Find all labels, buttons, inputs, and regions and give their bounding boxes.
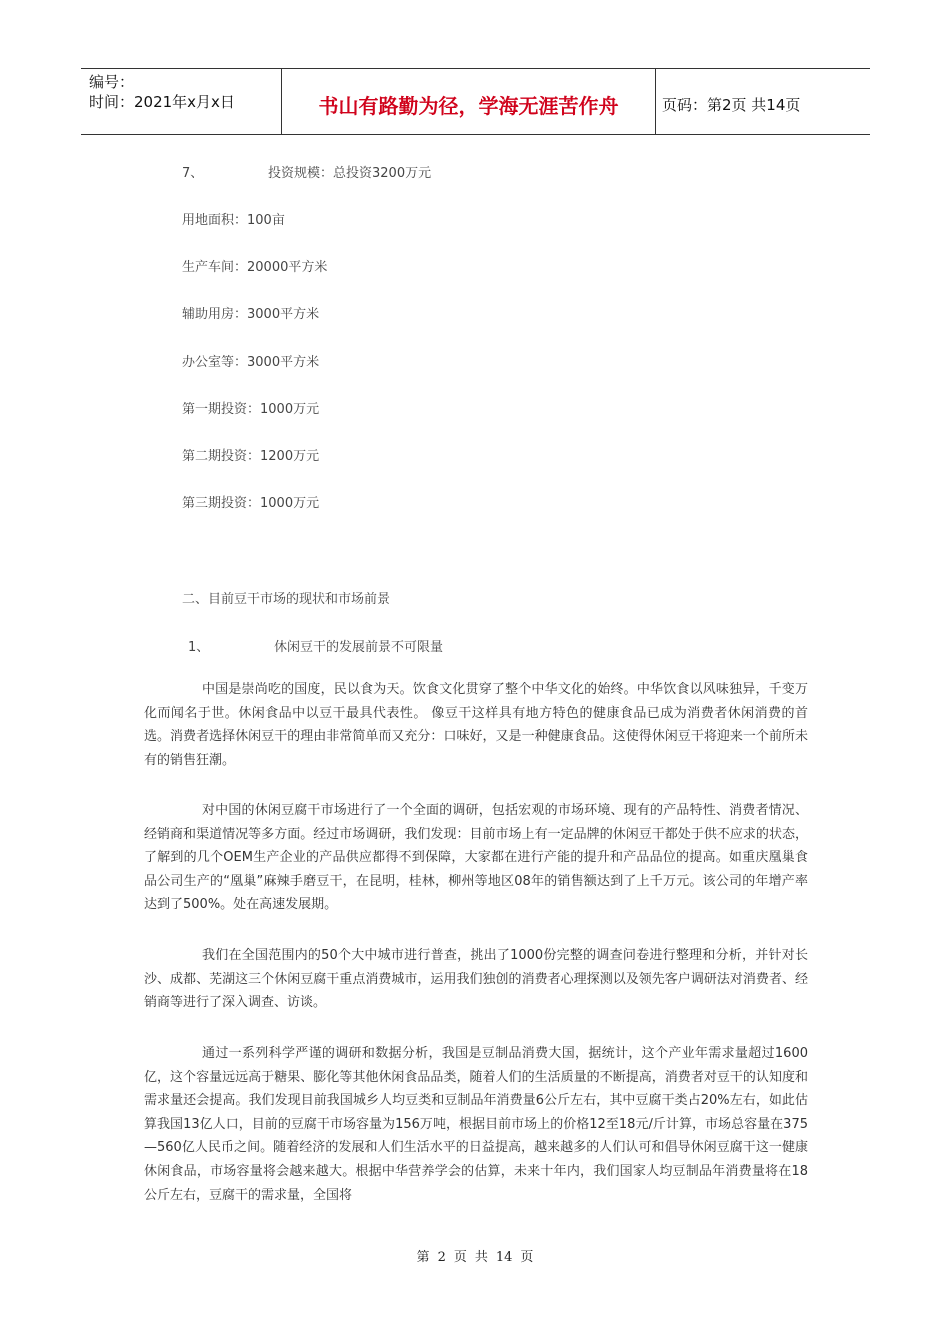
paragraph: 对中国的休闲豆腐干市场进行了一个全面的调研，包括宏观的市场环境、现有的产品特性、消费者情况、经销商和渠道情况等多方面。经过市场调研，我们发现：目前市场上有一定品牌的休闲豆干都处于供不应求的状态，了解到的几个OEM生产企业的产品供应都得不到保障，大家都在进行产能的提升和产品品位的提高。如重庆凰巢食品公司生产的“凰巢”麻辣手磨豆干，在昆明，桂林，柳州等地区08年的销售额达到了上千万元。该公司的年增产率达到了500%。处在高速发展期。 xyxy=(144,803,808,913)
footer-gong: 共 xyxy=(474,1250,488,1265)
subsection-number: 1、 xyxy=(188,640,210,655)
header-page-label: 页码：第2页 共14页 xyxy=(662,96,801,114)
list-item: 生产车间：20000平方米 xyxy=(182,260,328,275)
footer-ye: 页 xyxy=(453,1250,467,1265)
subsection-heading xyxy=(188,636,443,655)
footer-di: 第 xyxy=(416,1250,430,1265)
footer-total-pages: 14 xyxy=(495,1250,513,1265)
footer-ye2: 页 xyxy=(520,1250,534,1265)
item-text: 投资规模：总投资3200万元 xyxy=(268,166,432,181)
section-title: 二、目前豆干市场的现状和市场前景 xyxy=(182,592,391,607)
header-meta xyxy=(81,69,282,134)
list-item xyxy=(182,162,431,181)
list-item: 第二期投资：1200万元 xyxy=(182,449,320,464)
document-number-label: 编号： xyxy=(89,73,135,91)
document-time-label: 时间：2021年x月x日 xyxy=(89,93,235,111)
paragraph: 我们在全国范围内的50个大中城市进行普查，挑出了1000份完整的调查问卷进行整理和分析，并针对长沙、成都、芜湖这三个休闲豆腐干重点消费城市，运用我们独创的消费者心理探测以及领先客户调研法对消费者、经销商等进行了深入调查、访谈。 xyxy=(144,948,808,1011)
paragraph: 通过一系列科学严谨的调研和数据分析，我国是豆制品消费大国，据统计，这个产业年需求量超过1600亿，这个容量远远高于糖果、膨化等其他休闲食品品类，随着人们的生活质量的不断提高，消费者对豆干的认知度和需求量还会提高。我们发现目前我国城乡人均豆类和豆制品年消费量6公斤左右，其中豆腐干类占20%左右，如此估算我国13亿人口，目前的豆腐干市场容量为156万吨，根据目前市场上的价格12至18元/斤计算，市场总容量在375—560亿人民币之间。随着经济的发展和人们生活水平的日益提高，越来越多的人们认可和倡导休闲豆腐干这一健康休闲食品，市场容量将会越来越大。根据中华营养学会的估算，未来十年内，我们国家人均豆制品年消费量将在18公斤左右，豆腐干的需求量，全国将 xyxy=(144,1046,808,1203)
page-footer xyxy=(0,1246,950,1265)
list-item: 办公室等：3000平方米 xyxy=(182,355,320,370)
item-number: 7、 xyxy=(182,166,204,181)
paragraph: 中国是崇尚吃的国度，民以食为天。饮食文化贯穿了整个中华文化的始终。中华饮食以风味独异，千变万化而闻名于世。休闲食品中以豆干最具代表性。 像豆干这样具有地方特色的健康食品已成为消费者休闲消费的首选。消费者选择休闲豆干的理由非常简单而又充分：口味好，又是一种健康食品。这使得休闲豆干将迎来一个前所未有的销售狂潮。 xyxy=(144,682,808,768)
header-motto: 书山有路勤为径，学海无涯苦作舟 xyxy=(282,69,656,134)
subsection-text: 休闲豆干的发展前景不可限量 xyxy=(274,640,444,655)
list-item: 第一期投资：1000万元 xyxy=(182,402,320,417)
list-item: 用地面积：100亩 xyxy=(182,213,285,228)
list-item: 辅助用房：3000平方米 xyxy=(182,307,320,322)
page-header xyxy=(81,68,870,135)
footer-page-number: 2 xyxy=(437,1250,446,1265)
list-item: 第三期投资：1000万元 xyxy=(182,496,320,511)
